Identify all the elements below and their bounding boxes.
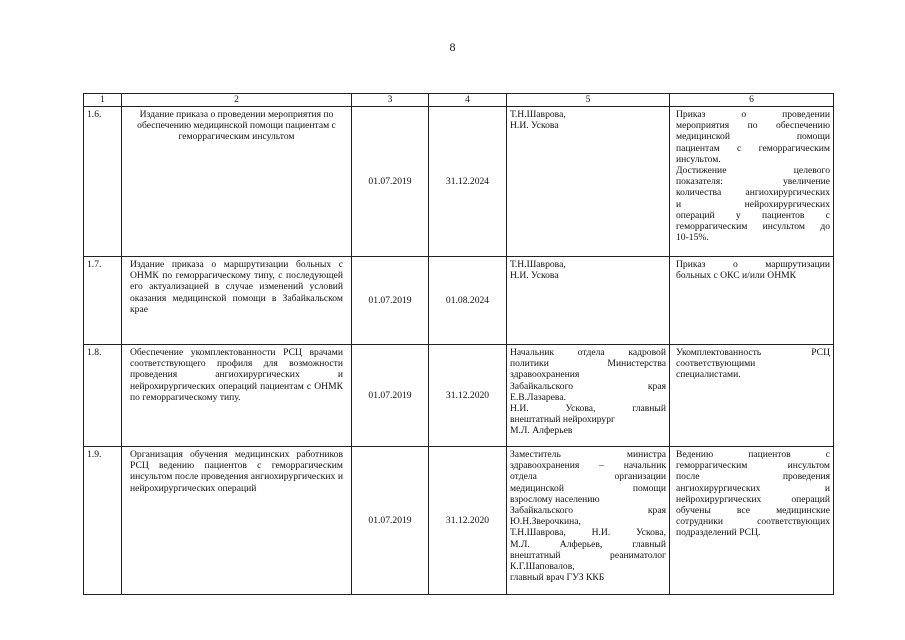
result-line: пациентам с геморрагическим	[676, 142, 830, 154]
result-line: операций у пациентов с	[676, 209, 830, 221]
responsible-line: К.Г.Шаповалов,	[510, 561, 575, 573]
header-cell: 3	[352, 94, 429, 107]
responsible-cell	[507, 345, 670, 447]
result-line: больных с ОКС и/или ОНМК	[676, 270, 797, 282]
result-line: соответствующими	[676, 358, 756, 370]
responsible-line: Забайкальского края	[510, 505, 666, 517]
responsible-line: Т.Н.Шаврова,	[510, 259, 566, 270]
row-number: 1.6.	[84, 107, 122, 257]
result-line: нейрохирургических операций	[676, 493, 830, 505]
header-cell: 5	[507, 94, 670, 107]
result-line: Приказ о проведении	[676, 109, 830, 120]
responsible-line: Т.Н.Шаврова, Н.И. Ускова,	[510, 527, 666, 539]
table-row	[84, 447, 834, 595]
header-row	[84, 94, 834, 107]
result-line: и нейрохирургических	[676, 198, 830, 210]
header-cell: 4	[429, 94, 507, 107]
responsible-line: медицинской помощи	[510, 482, 666, 494]
responsible-line: политики Министерства	[510, 358, 666, 370]
result-line: Укомплектованность РСЦ	[676, 347, 830, 358]
result-line: специалистами.	[676, 369, 741, 381]
result-line: геморрагическим инсультом до	[676, 221, 830, 233]
event-cell: Издание приказа о маршрутизации больных с ОНМК по геморрагическому типу, с последующей его актуализацией в случае изменений условий оказания медицинской помощи в Забайкальском крае	[122, 257, 352, 345]
table-row	[84, 107, 834, 257]
responsible-line: Ю.Н.Зверочкина,	[510, 516, 581, 528]
responsible-line: Забайкальского края	[510, 380, 666, 392]
row-number: 1.8.	[84, 345, 122, 447]
responsible-line: здравоохранения	[510, 369, 580, 381]
result-line: количества ангиохирургических	[676, 187, 830, 199]
start-date: 01.07.2019	[352, 107, 429, 257]
row-number: 1.9.	[84, 447, 122, 595]
result-line: Ведению пациентов с	[676, 449, 830, 460]
result-cell	[670, 257, 834, 345]
responsible-line: главный врач ГУЗ ККБ	[510, 572, 605, 584]
header-cell: 6	[670, 94, 834, 107]
row-number: 1.7.	[84, 257, 122, 345]
result-cell	[670, 447, 834, 595]
event-cell: Обеспечение укомплектованности РСЦ врачами соответствующего профиля для возможности проведения ангиохирургических и нейрохирургических операций пациентам с ОНМК по геморрагическому типу.	[122, 345, 352, 447]
result-line: геморрагическим инсультом	[676, 460, 830, 472]
result-line: обучены все медицинские	[676, 505, 830, 517]
start-date: 01.07.2019	[352, 257, 429, 345]
result-line: после проведения	[676, 471, 830, 483]
responsible-cell	[507, 107, 670, 257]
header-cell: 2	[122, 94, 352, 107]
responsible-line: внештатный реаниматолог	[510, 549, 666, 561]
result-line: инсультом.	[676, 153, 721, 165]
table-row	[84, 257, 834, 345]
table-row	[84, 345, 834, 447]
result-cell	[670, 107, 834, 257]
responsible-line: отдела организации	[510, 471, 666, 483]
event-cell: Организация обучения медицинских работников РСЦ ведению пациентов с геморрагическим инсультом после проведения ангиохирургических и нейрохирургических операций	[122, 447, 352, 595]
plan-table	[83, 93, 834, 595]
responsible-line: М.Л. Алферьев	[510, 425, 573, 437]
responsible-line: здравоохранения – начальник	[510, 460, 666, 472]
header-cell: 1	[84, 94, 122, 107]
result-line: 10-15%.	[676, 232, 709, 244]
responsible-cell	[507, 257, 670, 345]
result-line: показателя: увеличение	[676, 176, 830, 188]
responsible-line: Е.В.Лазарева.	[510, 391, 566, 403]
end-date: 31.12.2020	[429, 345, 507, 447]
start-date: 01.07.2019	[352, 447, 429, 595]
responsible-line: Заместитель министра	[510, 449, 666, 460]
responsible-line: Т.Н.Шаврова,	[510, 109, 566, 120]
result-line: медицинской помощи	[676, 131, 830, 143]
result-line: Приказ о маршрутизации	[676, 259, 830, 270]
responsible-line: М.Л. Алферьев, главный	[510, 538, 666, 550]
responsible-cell	[507, 447, 670, 595]
end-date: 31.12.2024	[429, 107, 507, 257]
end-date: 01.08.2024	[429, 257, 507, 345]
event-cell: Издание приказа о проведении мероприятия по обеспечению медицинской помощи пациентам с геморрагическим инсультом	[122, 107, 352, 257]
responsible-line: Н.И. Ускова	[510, 120, 559, 132]
result-line: сотрудники соответствующих	[676, 516, 830, 528]
start-date: 01.07.2019	[352, 345, 429, 447]
responsible-line: взрослому населению	[510, 493, 600, 505]
responsible-line: Начальник отдела кадровой	[510, 347, 666, 358]
responsible-line: внештатный нейрохирург	[510, 414, 615, 426]
result-line: Достижение целевого	[676, 165, 830, 177]
result-line: ангиохирургических и	[676, 482, 830, 494]
result-line: подразделений РСЦ.	[676, 527, 761, 539]
result-cell	[670, 345, 834, 447]
page-number: 8	[449, 40, 456, 54]
result-line: мероприятия по обеспечению	[676, 120, 830, 132]
responsible-line: Н.И. Ускова, главный	[510, 403, 666, 415]
end-date: 31.12.2020	[429, 447, 507, 595]
responsible-line: Н.И. Ускова	[510, 270, 559, 282]
